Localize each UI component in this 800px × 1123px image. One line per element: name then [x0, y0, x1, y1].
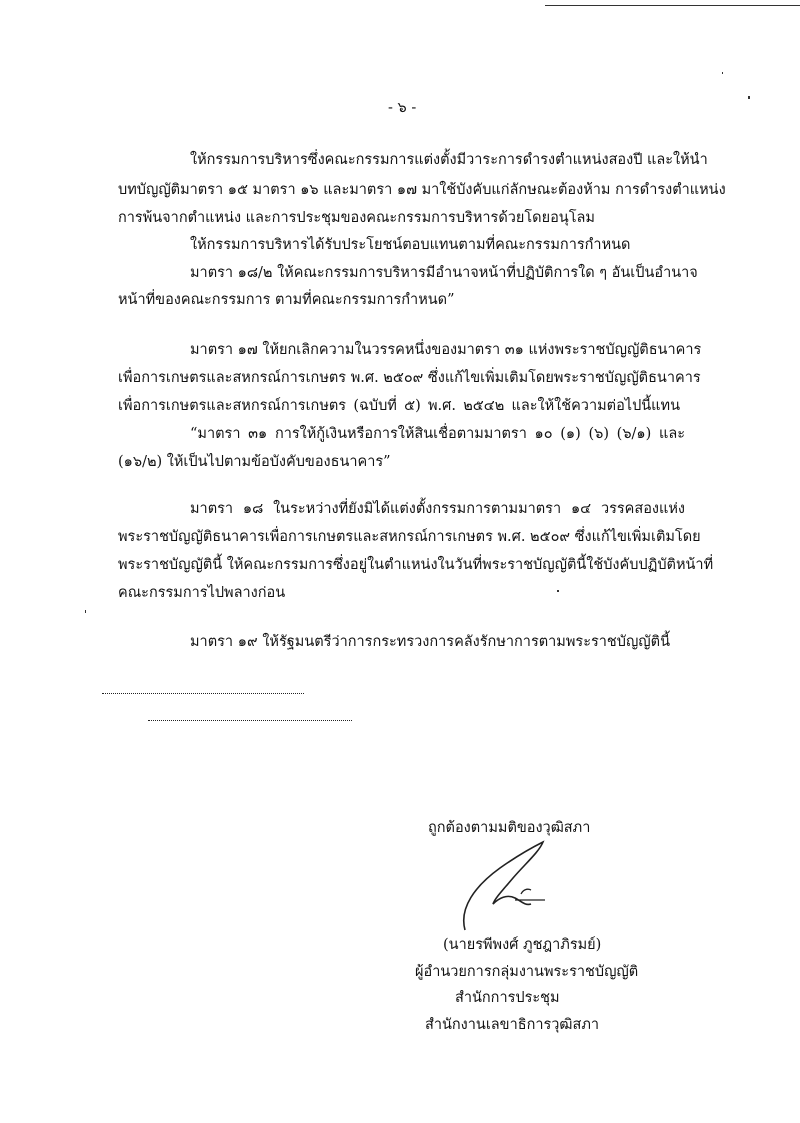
scan-mark	[545, 5, 800, 6]
scan-mark	[557, 590, 559, 592]
scan-mark	[85, 610, 86, 613]
paragraph-line-5: มาตรา ๑๘/๒ ให้คณะกรรมการบริหารมีอำนาจหน้าที่ปฏิบัติการใด ๆ อันเป็นอำนาจ	[190, 265, 698, 281]
signer-office: สำนักการประชุม	[455, 990, 560, 1006]
paragraph-line-14: พระราชบัญญัตินี้ ให้คณะกรรมการซึ่งอยู่ในตำแหน่งในวันที่พระราชบัญญัตินี้ใช้บังคับปฏิบัติหน้าที่	[118, 557, 714, 573]
paragraph-line-4: ให้กรรมการบริหารได้รับประโยชน์ตอบแทนตามที่คณะกรรมการกำหนด	[190, 237, 631, 253]
signer-name: (นายรพีพงศ์ ภูชฎาภิรมย์)	[443, 937, 602, 953]
scan-mark	[722, 72, 723, 74]
paragraph-line-8: เพื่อการเกษตรและสหกรณ์การเกษตร พ.ศ. ๒๕๐๙ ซึ่งแก้ไขเพิ่มเติมโดยพระราชบัญญัติธนาคาร	[118, 370, 701, 386]
paragraph-line-16: มาตรา ๑๙ ให้รัฐมนตรีว่าการกระทรวงการคลังรักษาการตามพระราชบัญญัตินี้	[190, 634, 670, 650]
paragraph-line-2: บทบัญญัติมาตรา ๑๕ มาตรา ๑๖ และมาตรา ๑๗ มาใช้บังคับแก่ลักษณะต้องห้าม การดำรงตำแหน่ง	[118, 182, 726, 198]
signer-position: ผู้อำนวยการกลุ่มงานพระราชบัญญัติ	[415, 964, 639, 980]
paragraph-line-13: พระราชบัญญัติธนาคารเพื่อการเกษตรและสหกรณ์การเกษตร พ.ศ. ๒๕๐๙ ซึ่งแก้ไขเพิ่มเติมโดย	[118, 529, 701, 545]
dotted-divider	[148, 720, 352, 721]
paragraph-line-9: เพื่อการเกษตรและสหกรณ์การเกษตร (ฉบับที่ ๕) พ.ศ. ๒๕๔๒ และให้ใช้ความต่อไปนี้แทน	[118, 398, 680, 414]
scan-mark	[748, 96, 750, 99]
paragraph-line-15: คณะกรรมการไปพลางก่อน	[118, 585, 286, 601]
paragraph-line-1: ให้กรรมการบริหารซึ่งคณะกรรมการแต่งตั้งมีวาระการดำรงตำแหน่งสองปี และให้นำ	[190, 152, 708, 168]
signer-organization: สำนักงานเลขาธิการวุฒิสภา	[425, 1017, 600, 1033]
paragraph-line-3: การพ้นจากตำแหน่ง และการประชุมของคณะกรรมการบริหารด้วยโดยอนุโลม	[118, 210, 595, 226]
paragraph-line-7: มาตรา ๑๗ ให้ยกเลิกความในวรรคหนึ่งของมาตรา ๓๑ แห่งพระราชบัญญัติธนาคาร	[190, 342, 702, 358]
page-number: - ๖ -	[388, 100, 417, 116]
paragraph-line-12: มาตรา ๑๘ ในระหว่างที่ยังมิได้แต่งตั้งกรรมการตามมาตรา ๑๔ วรรคสองแห่ง	[190, 501, 685, 517]
signature	[455, 838, 565, 938]
dotted-divider	[102, 693, 304, 694]
paragraph-line-10: “มาตรา ๓๑ การให้กู้เงินหรือการให้สินเชื่อตามมาตรา ๑๐ (๑) (๖) (๖/๑) และ	[190, 426, 685, 442]
certification-text: ถูกต้องตามมติของวุฒิสภา	[428, 820, 591, 836]
paragraph-line-11: (๑๖/๒) ให้เป็นไปตามข้อบังคับของธนาคาร”	[118, 454, 391, 470]
paragraph-line-6: หน้าที่ของคณะกรรมการ ตามที่คณะกรรมการกำหนด”	[118, 292, 455, 308]
